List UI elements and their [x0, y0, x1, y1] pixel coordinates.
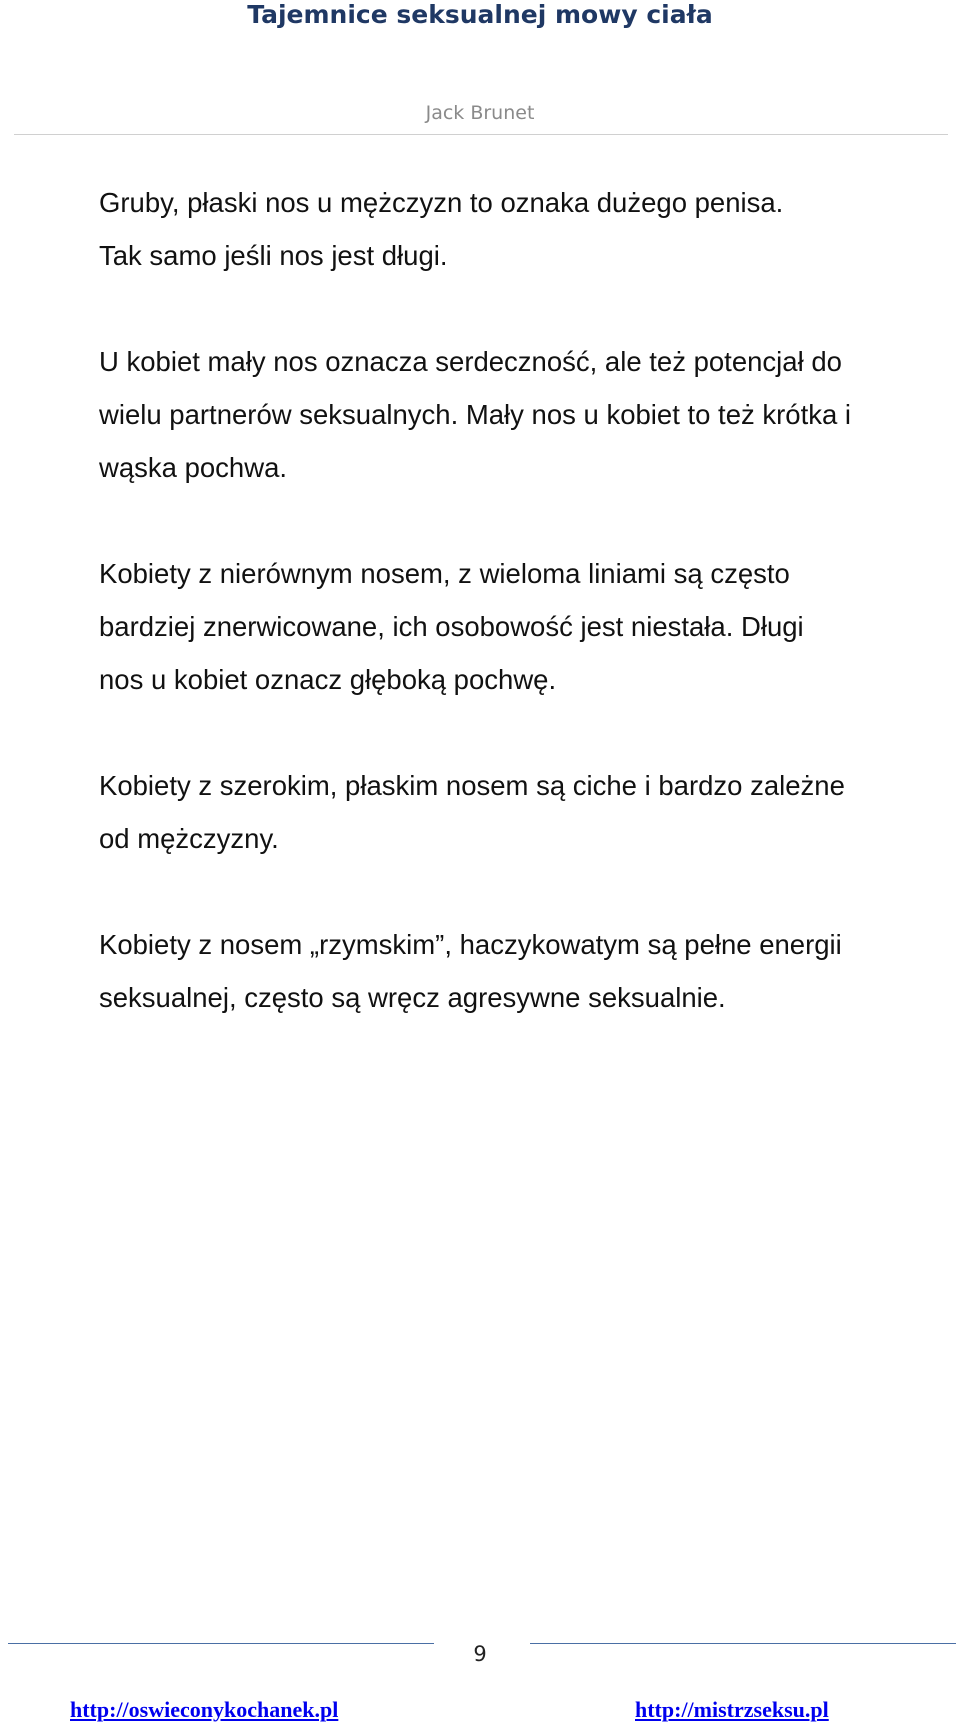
running-header-title: Tajemnice seksualnej mowy ciała	[247, 0, 713, 29]
paragraph-4: Kobiety z szerokim, płaskim nosem są ciche i bardzo zależne od mężczyzny.	[99, 770, 845, 854]
footer-link-oswieconykochanek[interactable]: http://oswieconykochanek.pl	[70, 1697, 339, 1722]
page-body	[99, 176, 939, 1077]
footer-link-mistrzseksu[interactable]: http://mistrzseksu.pl	[635, 1697, 829, 1722]
paragraph-2: U kobiet mały nos oznacza serdeczność, ale też potencjał do wielu partnerów seksualnych. Mały nos u kobiet to też krótka i wąska pochwa.	[99, 346, 852, 483]
paragraph-1: Gruby, płaski nos u mężczyzn to oznaka dużego penisa. Tak samo jeśli nos jest długi.	[99, 187, 784, 271]
running-header-author: Jack Brunet	[425, 102, 535, 124]
header-divider	[14, 134, 948, 135]
paragraph-3: Kobiety z nierównym nosem, z wieloma liniami są często bardziej znerwicowane, ich osobowość jest niestała. Długi nos u kobiet oznacz głęboką pochwę.	[99, 558, 804, 695]
paragraph-5: Kobiety z nosem „rzymskim”, haczykowatym są pełne energii seksualnej, często są wręcz agresywne seksualnie.	[99, 929, 842, 1013]
page-number: 9	[473, 1642, 487, 1666]
